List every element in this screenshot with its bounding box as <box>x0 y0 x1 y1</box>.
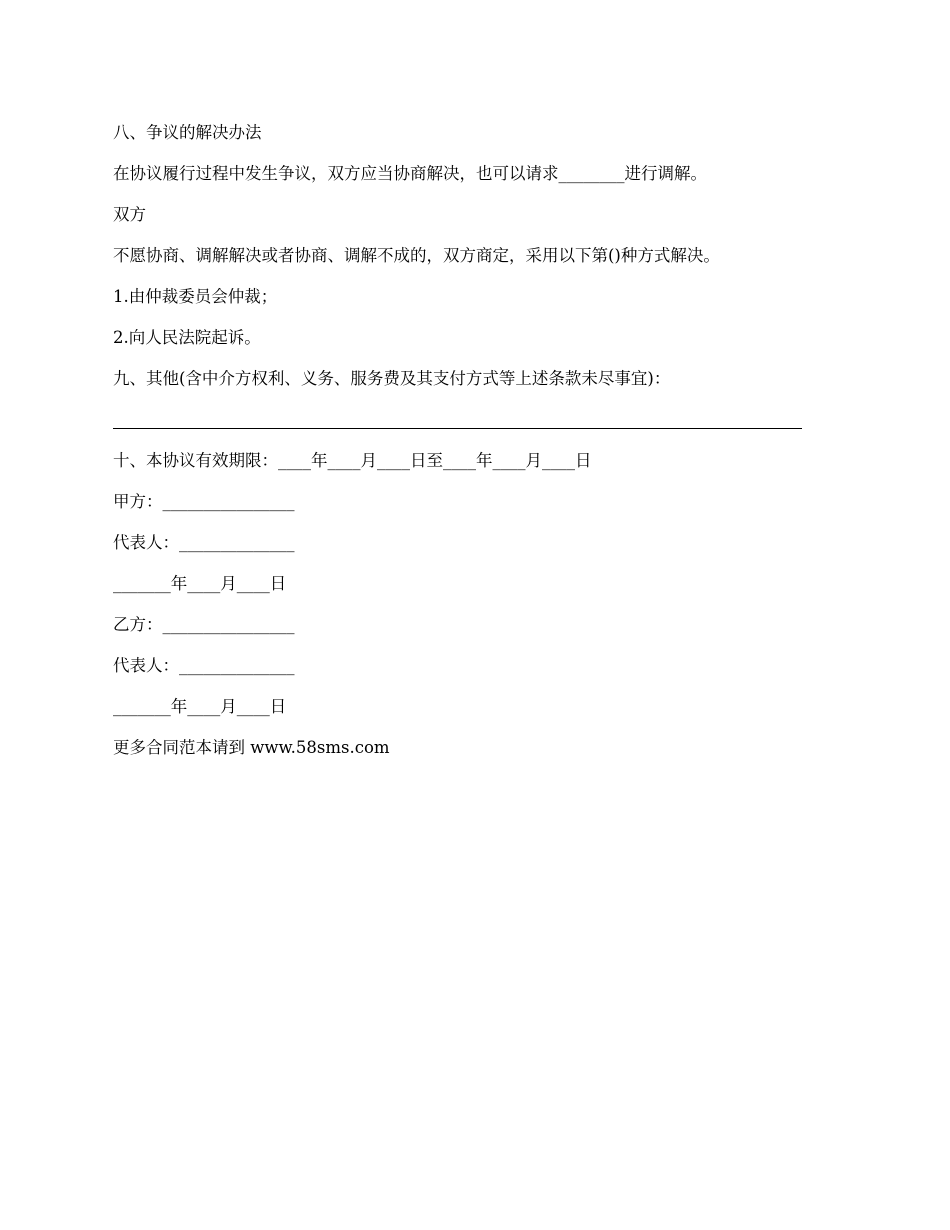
section-10-validity-period: 十、本协议有效期限：____年____月____日至____年____月____日 <box>113 451 592 470</box>
blank-fill-line <box>113 399 833 440</box>
dispute-mediation-clause: 在协议履行过程中发生争议，双方应当协商解决，也可以请求________进行调解。 <box>113 164 707 183</box>
dispute-resolution-choice: 不愿协商、调解解决或者协商、调解不成的，双方商定，采用以下第()种方式解决。 <box>113 246 720 265</box>
option-court: 2.向人民法院起诉。 <box>113 328 261 347</box>
party-a-date: _______年____月____日 <box>113 574 287 593</box>
both-parties-label: 双方 <box>113 205 146 224</box>
fill-in-rule <box>113 428 802 429</box>
party-b-date: _______年____月____日 <box>113 697 287 716</box>
party-a-representative: 代表人：______________ <box>113 533 295 552</box>
section-8-heading: 八、争议的解决办法 <box>113 123 262 142</box>
section-9-heading: 九、其他(含中介方权利、义务、服务费及其支付方式等上述条款未尽事宜)： <box>113 369 671 388</box>
footer-more-templates: 更多合同范本请到 www.58sms.com <box>113 738 390 757</box>
party-b-signature: 乙方：________________ <box>113 615 295 634</box>
party-a-signature: 甲方：________________ <box>113 492 295 511</box>
document-body <box>113 112 833 768</box>
party-b-representative: 代表人：______________ <box>113 656 295 675</box>
option-arbitration: 1.由仲裁委员会仲裁； <box>113 287 278 306</box>
